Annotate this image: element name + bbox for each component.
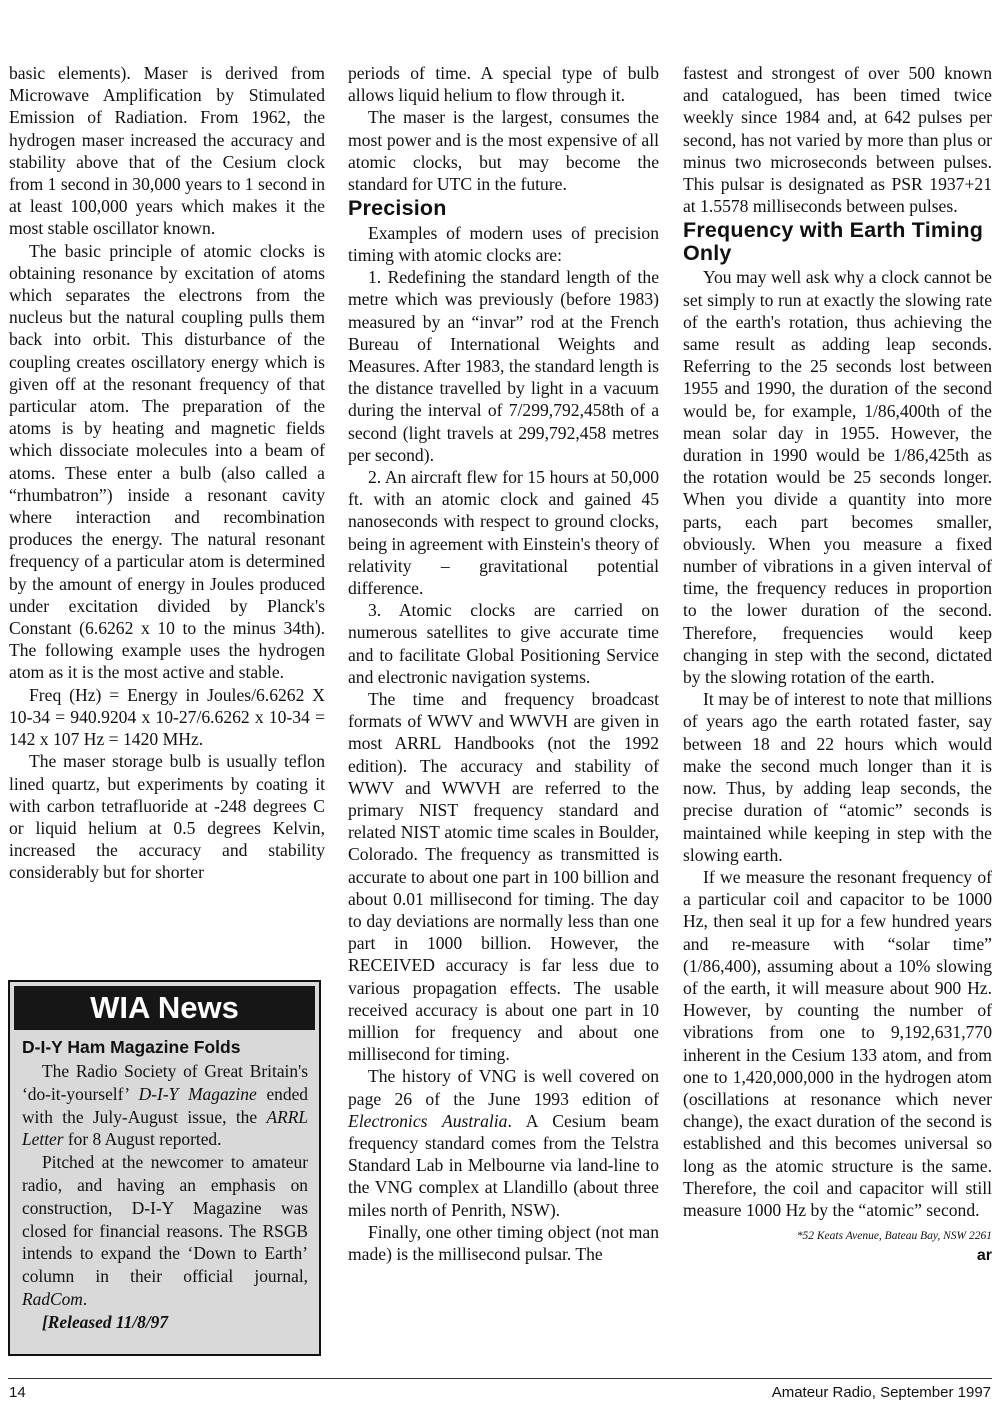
- news-item-body: [22, 1060, 308, 1334]
- footer-divider: [8, 1378, 992, 1379]
- body-paragraph: periods of time. A special type of bulb allows liquid helium to flow through it.: [348, 63, 659, 106]
- body-paragraph: The history of VNG is well covered on page 26 of the June 1993 edition of Electronics Australia. A Cesium beam frequency standard comes from the Telstra Standard Lab in Melbourne via land-line to the VNG complex at Llandillo (about three miles north of Penrith, NSW).: [348, 1066, 659, 1220]
- body-paragraph: You may well ask why a clock cannot be set simply to run at exactly the slowing rate of the earth's rotation, thus achieving the same result as adding leap seconds. Referring to the 25 seconds lost between 1955 and 1990, the duration of the second would be, for example, 1/86,400th of the mean solar day in 1955. However, the duration in 1990 would be 1/86,425th as the rotation would be 25 seconds longer. When you divide a quantity into more parts, each part becomes smaller, obviously. When you measure a fixed number of vibrations in a given interval of time, the frequency reduces in proportion to the lower duration of the second. Therefore, frequencies would keep changing in step with the second, dictated by the slowing rotation of the earth.: [683, 267, 992, 688]
- news-paragraph: The Radio Society of Great Britain's ‘do-it-yourself’ D-I-Y Magazine ended with the July-August issue, the ARRL Letter for 8 August reported.: [22, 1061, 308, 1150]
- body-paragraph: Finally, one other timing object (not man made) is the millisecond pulsar. The: [348, 1221, 659, 1265]
- body-paragraph: If we measure the resonant frequency of a particular coil and capacitor to be 1000 Hz, then seal it up for a few hundred years and re-measure with “solar time” (1/86,400), assuming about a 10% slowing of the earth, it will measure about 900 Hz. However, by counting the number of vibrations from one to 9,192,631,770 inherent in the Cesium 133 atom, and from one to 1,420,000,000 in the hydrogen atom (oscillations at resonance which never change), the exact duration of the second is established and this becomes universal so long as the atomic structure is the same. Therefore, the coil and capacitor will still measure 1000 Hz by the “atomic” second.: [683, 866, 992, 1220]
- article-column-2: [348, 62, 659, 1265]
- body-paragraph: 2. An aircraft flew for 15 hours at 50,000 ft. with an atomic clock and gained 45 nanoseconds with respect to ground clocks, being in agreement with Einstein's theory of relativity – gravitational potential difference.: [348, 466, 659, 598]
- body-paragraph: 1. Redefining the standard length of the metre which was previously (before 1983) measured by an “invar” rod at the French Bureau of International Weights and Measures. After 1983, the standard length is the distance travelled by light in a vacuum during the interval of 7/299,792,458th of a second (light travels at 299,792,458 metres per second).: [348, 267, 659, 465]
- body-paragraph: Examples of modern uses of precision timing with atomic clocks are:: [348, 222, 659, 265]
- news-box-heading: WIA News: [14, 986, 315, 1030]
- body-paragraph: fastest and strongest of over 500 known and catalogued, has been timed twice weekly since 1984 and, at 642 pulses per second, has not varied by more than plus or minus two microseconds between pulses. This pulsar is designated as PSR 1937+21 at 1.5578 milliseconds between pulses.: [683, 63, 992, 217]
- body-paragraph: Freq (Hz) = Energy in Joules/6.6262 X 10-34 = 940.9204 x 10-27/6.6262 x 10-34 = 142 x 107 Hz = 1420 MHz.: [9, 684, 325, 750]
- body-paragraph: The time and frequency broadcast formats of WWV and WWVH are given in most ARRL Handbooks (not the 1992 edition). The accuracy and stability of WWV and WWVH are referred to the primary NIST frequency standard and related NIST atomic time scales in Boulder, Colorado. The frequency as transmitted is accurate to about one part in 100 billion and about 0.01 millisecond for timing. The day to day deviations are normally less than one part in 1000 billion. However, the RECEIVED accuracy is far less due to various propagation effects. The usable received accuracy is about one part in 10 million for frequency and about one millisecond for timing.: [348, 688, 659, 1065]
- body-paragraph: 3. Atomic clocks are carried on numerous satellites to give accurate time and to facilitate Global Positioning Service and electronic navigation systems.: [348, 600, 659, 687]
- publication-footer: Amateur Radio, September 1997: [771, 1384, 991, 1401]
- news-paragraph: Pitched at the newcomer to amateur radio, and having an emphasis on construction, D-I-Y Magazine was closed for financial reasons. The RSGB intends to expand the ‘Down to Earth’ column in their official journal, RadCom.: [22, 1152, 308, 1309]
- article-column-1: [9, 62, 325, 884]
- news-release-note: [Released 11/8/97: [42, 1311, 169, 1332]
- body-paragraph: basic elements). Maser is derived from Microwave Amplification by Stimulated Emission of Radiation. From 1962, the hydrogen maser increased the accuracy and stability above that of the Cesium clock from 1 second in 30,000 years to 1 second in at least 100,000 years which makes it the most stable oscillator known.: [9, 63, 325, 239]
- page-number: 14: [9, 1384, 26, 1401]
- section-heading-frequency: Frequency with Earth Timing Only: [683, 218, 984, 265]
- article-end-mark: ar: [976, 1247, 992, 1265]
- article-column-3: [683, 62, 992, 1265]
- wia-news-box: [8, 980, 321, 1356]
- body-paragraph: The basic principle of atomic clocks is obtaining resonance by excitation of atoms which separates the electrons from the nucleus but the natural coupling pulls them back into orbit. This disturbance of the coupling creates oscillatory energy which is given off at the resonant frequency of that particular atom. The preparation of the atoms is by heating and magnetic fields which dissociate molecules into a beam of atoms. These enter a bulb (also called a “rhumbatron”) inside a resonant cavity where interaction and recombination produces the energy. The natural resonant frequency of a particular atom is determined by the amount of energy in Joules produced under excitation divided by Planck's Constant (6.6262 x 10 to the minus 34th). The following example uses the hydrogen atom as it is the most active and stable.: [9, 240, 325, 683]
- body-paragraph: The maser is the largest, consumes the most power and is the most expensive of all atomic clocks, but may become the standard for UTC in the future.: [348, 107, 659, 195]
- body-paragraph: It may be of interest to note that millions of years ago the earth rotated faster, say between 18 and 22 hours which would make the second much longer than it is now. Thus, by adding leap seconds, the precise duration of “atomic” seconds is maintained while keeping in step with the slowing earth.: [683, 689, 992, 865]
- section-heading-precision: Precision: [348, 196, 447, 221]
- body-paragraph: The maser storage bulb is usually teflon lined quartz, but experiments by coating it with carbon tetrafluoride at -248 degrees C or liquid helium at 0.5 degrees Kelvin, increased the accuracy and stability considerably but for shorter: [9, 751, 325, 883]
- news-item-headline: D-I-Y Ham Magazine Folds: [22, 1037, 241, 1057]
- author-address: *52 Keats Avenue, Bateau Bay, NSW 2261: [796, 1230, 992, 1243]
